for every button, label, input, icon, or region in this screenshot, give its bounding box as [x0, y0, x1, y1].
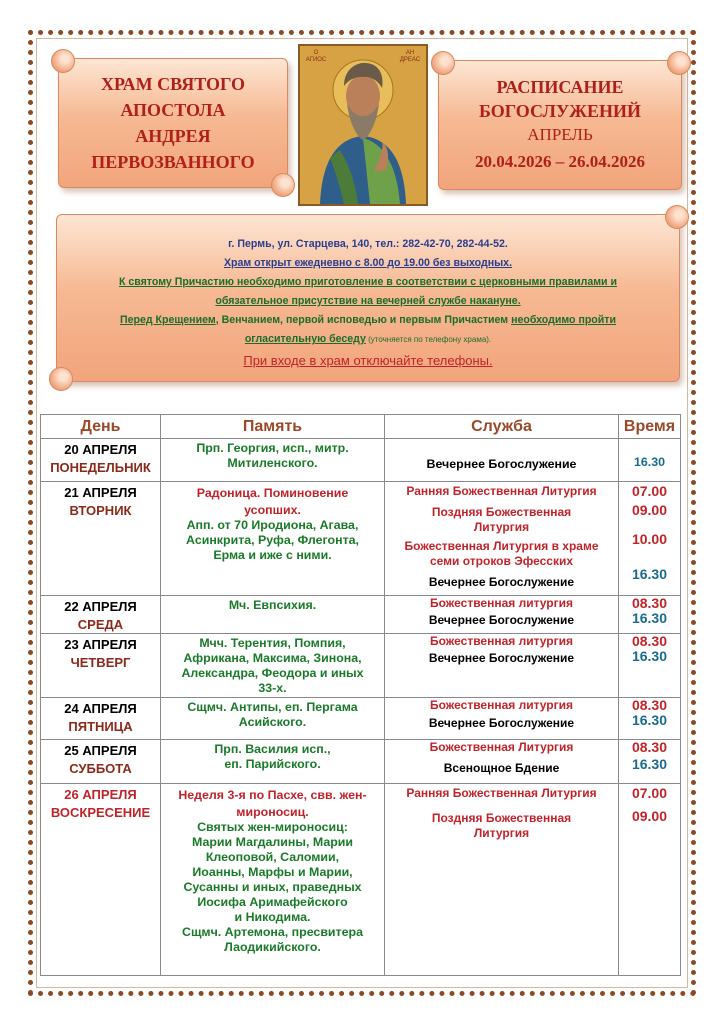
baptism-text: Перед Крещением [119, 314, 216, 326]
time-value: 07.00 [631, 483, 668, 499]
memory-line: Прп. Георгия, исп., митр. [196, 441, 349, 455]
memory-line: Асийского. [238, 715, 307, 729]
saint-portrait-icon [300, 46, 426, 204]
memory-line: Ерма и иже с ними. [213, 548, 332, 562]
memory-line: Митиленского. [227, 456, 318, 470]
memory-line: и Никодима. [234, 910, 311, 924]
day-date: 25 АПРЕЛЯ [64, 743, 137, 758]
table-row [41, 596, 681, 634]
talk-note: (уточняется по телефону храма). [365, 335, 492, 344]
day-cell [41, 784, 161, 976]
schedule-title-line: РАСПИСАНИЕ [496, 77, 624, 97]
icon-inscription-right: АН ДРЕАС [399, 50, 421, 63]
service-line: Всенощное Бдение [443, 761, 560, 775]
talk-line [77, 330, 659, 349]
time-value: 09.00 [631, 502, 668, 518]
time-value: 10.00 [631, 531, 668, 547]
day-cell [41, 439, 161, 482]
church-name-line: АПОСТОЛА [120, 100, 226, 120]
church-name-line: ХРАМ СВЯТОГО [100, 74, 246, 94]
service-line: Ранняя Божественная Литургия [406, 786, 597, 800]
service-cell [385, 740, 619, 784]
icon-inscription-left: О АГИОС [305, 50, 327, 63]
table-row [41, 634, 681, 698]
time-value: 16.30 [631, 712, 668, 728]
saint-andrew-icon [298, 44, 428, 206]
service-line: Божественная литургия [429, 596, 573, 610]
day-cell [41, 740, 161, 784]
memory-line: Иоанны, Марфы и Марии, [192, 865, 353, 879]
table-row [41, 482, 681, 596]
service-line: Божественная литургия [429, 634, 573, 648]
day-date: 21 АПРЕЛЯ [64, 485, 137, 500]
memory-line: Святых жен-мироносиц: [197, 820, 348, 834]
memory-line: Александра, Феодора и иных [181, 666, 364, 680]
memory-line: Прп. Василия исп., [214, 742, 331, 756]
communion-line: К святому Причастию необходимо приготовление в соответствии с церковными правилами и [118, 276, 618, 288]
service-line: Вечернее Богослужение [428, 651, 575, 665]
info-banner [56, 214, 680, 382]
service-cell [385, 439, 619, 482]
service-cell [385, 482, 619, 596]
church-name-banner [58, 58, 288, 188]
memory-line: Марии Магдалины, Марии [191, 835, 354, 849]
memory-line: Апп. от 70 Иродиона, Агава, [186, 518, 359, 532]
talk-text: огласительную беседу [244, 333, 366, 345]
church-name [81, 71, 264, 175]
memory-line: Неделя 3-я по Пасхе, свв. жен- [178, 788, 367, 802]
service-line: Божественная литургия [429, 698, 573, 712]
address-line: г. Пермь, ул. Старцева, 140, тел.: 282-42-70, 282-44-52. [228, 238, 508, 250]
header-day: День [41, 415, 161, 439]
time-cell [619, 634, 681, 698]
time-cell [619, 784, 681, 976]
header-memory: Память [161, 415, 385, 439]
memory-line: Сусанны и иных, праведных [183, 880, 362, 894]
service-line: Божественная Литургия [429, 740, 574, 754]
memory-cell [161, 482, 385, 596]
day-cell [41, 698, 161, 740]
memory-cell [161, 439, 385, 482]
hours-line: Храм открыт ежедневно с 8.00 до 19.00 без выходных. [223, 257, 513, 269]
table-row [41, 740, 681, 784]
memory-line: мироносиц. [236, 805, 309, 819]
memory-cell [161, 596, 385, 634]
memory-cell [161, 784, 385, 976]
table-header-row [41, 415, 681, 439]
schedule-banner [438, 60, 682, 190]
service-cell [385, 698, 619, 740]
day-date: 22 АПРЕЛЯ [64, 599, 137, 614]
schedule-title-line: БОГОСЛУЖЕНИЙ [479, 101, 641, 121]
time-cell [619, 698, 681, 740]
day-weekday: ВТОРНИК [69, 503, 132, 518]
baptism-text: , Венчанием, первой исповедью и первым Причастием [215, 314, 512, 326]
day-cell [41, 482, 161, 596]
day-date: 26 АПРЕЛЯ [64, 787, 137, 802]
schedule-dates: 20.04.2026 – 26.04.2026 [475, 152, 645, 171]
service-line: Вечернее Богослужение [428, 575, 575, 589]
service-line: Ранняя Божественная Литургия [406, 484, 597, 498]
time-cell [619, 439, 681, 482]
header-time: Время [619, 415, 681, 439]
church-name-line: ПЕРВОЗВАННОГО [91, 152, 255, 172]
memory-line: Сщмч. Артемона, пресвитера [182, 925, 363, 939]
schedule-month: АПРЕЛЬ [527, 125, 593, 144]
service-line: Вечернее Богослужение [426, 457, 577, 471]
day-cell [41, 634, 161, 698]
day-cell [41, 596, 161, 634]
day-date: 20 АПРЕЛЯ [64, 442, 137, 457]
memory-line: еп. Парийского. [224, 757, 321, 771]
time-cell [619, 596, 681, 634]
service-cell [385, 596, 619, 634]
time-value: 08.30 [631, 595, 668, 611]
service-cell [385, 634, 619, 698]
day-weekday: СУББОТА [69, 761, 132, 776]
service-line: Вечернее Богослужение [428, 716, 575, 730]
time-value: 16.30 [631, 648, 668, 664]
day-weekday: СРЕДА [77, 617, 124, 632]
memory-line: Асинкрита, Руфа, Флегонта, [186, 533, 359, 547]
service-cell [385, 784, 619, 976]
memory-line: усопших. [244, 503, 301, 517]
table-row [41, 698, 681, 740]
time-value: 08.30 [631, 739, 668, 755]
time-value: 16.30 [631, 566, 668, 582]
memory-line: Лаодикийского. [224, 940, 321, 954]
memory-line: 33-х. [258, 681, 287, 695]
memory-line: Радоница. Поминовение [196, 486, 349, 500]
service-line: Вечернее Богослужение [428, 613, 575, 627]
time-value: 16.30 [631, 610, 668, 626]
memory-line: Сщмч. Антипы, еп. Пергама [187, 700, 358, 714]
communion-line: обязательное присутствие на вечерней службе накануне. [215, 295, 521, 307]
church-name-line: АНДРЕЯ [135, 126, 211, 146]
memory-line: Мчч. Терентия, Помпия, [199, 636, 346, 650]
schedule-table [40, 414, 681, 976]
memory-cell [161, 634, 385, 698]
time-cell [619, 740, 681, 784]
memory-line: Африкана, Максима, Зинона, [183, 651, 362, 665]
day-weekday: ВОСКРЕСЕНИЕ [50, 805, 151, 820]
time-value: 08.30 [631, 697, 668, 713]
memory-line: Клеоповой, Саломии, [205, 850, 340, 864]
header-service: Служба [385, 415, 619, 439]
day-date: 24 АПРЕЛЯ [64, 701, 137, 716]
time-value: 16.30 [631, 756, 668, 772]
table-row [41, 784, 681, 976]
service-line: Поздняя Божественная Литургия [431, 505, 572, 534]
day-weekday: ЧЕТВЕРГ [70, 655, 131, 670]
memory-cell [161, 698, 385, 740]
day-weekday: ПЯТНИЦА [68, 719, 133, 734]
time-value: 08.30 [631, 633, 668, 649]
service-line: Поздняя Божественная Литургия [431, 811, 572, 840]
phones-warning: При входе в храм отключайте телефоны. [243, 353, 493, 368]
day-date: 23 АПРЕЛЯ [64, 637, 137, 652]
service-line: Божественная Литургия в храме семи отроков Эфесских [404, 539, 599, 568]
table-row [41, 439, 681, 482]
baptism-line [77, 311, 659, 330]
time-cell [619, 482, 681, 596]
memory-line: Иосифа Аримафейского [197, 895, 348, 909]
time-value: 07.00 [631, 785, 668, 801]
time-value: 16.30 [633, 455, 665, 469]
memory-cell [161, 740, 385, 784]
time-value: 09.00 [631, 808, 668, 824]
baptism-text: необходимо пройти [511, 314, 616, 326]
memory-line: Мч. Евпсихия. [228, 598, 317, 612]
day-weekday: ПОНЕДЕЛЬНИК [50, 460, 151, 475]
